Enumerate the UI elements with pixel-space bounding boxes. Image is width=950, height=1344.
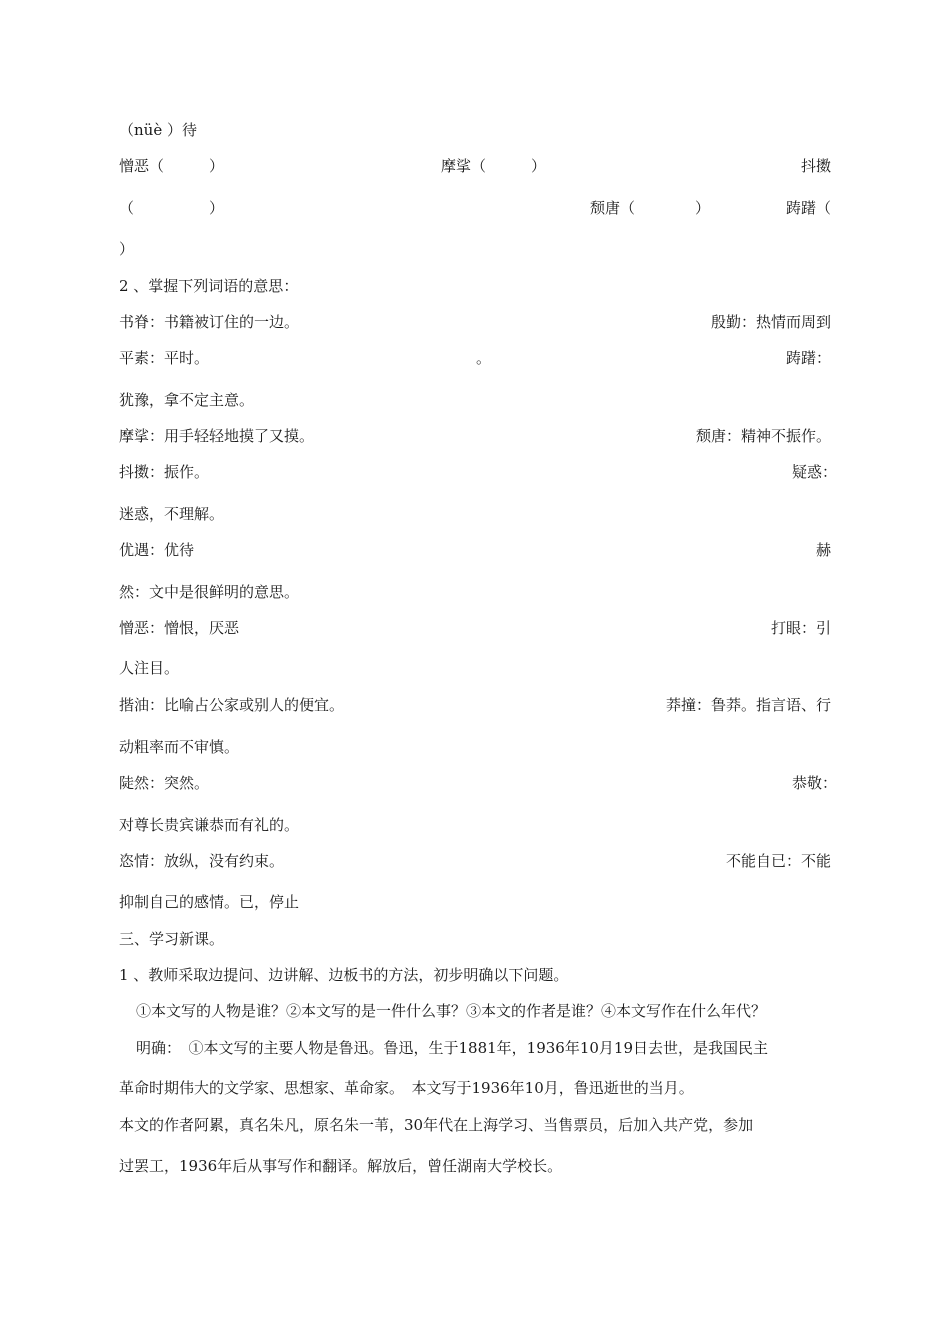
text-line: 明确： ①本文写的主要人物是鲁迅。鲁迅，生于1881年，1936年10月19日去世，是我国民主 [136, 1039, 769, 1057]
text-line: 过罢工，1936年后从事写作和翻译。解放后，曾任湖南大学校长。 [119, 1157, 563, 1175]
text-line: （ ） [119, 199, 225, 217]
text-line: 恣情：放纵，没有约束。 [119, 852, 285, 870]
text-line: 踌躇： [785, 349, 831, 367]
text-line: 抑制自己的感情。已，停止 [119, 893, 300, 911]
text-line: 陡然：突然。 [119, 774, 210, 792]
text-line: 1 、教师采取边提问、边讲解、边板书的方法，初步明确以下问题。 [119, 966, 569, 984]
text-line: 书脊：书籍被订住的一边。 [119, 313, 300, 331]
text-line: 疑惑： [791, 463, 837, 481]
text-line: 抖擞：振作。 [119, 463, 210, 481]
text-line: 憎恶：憎恨，厌恶 [119, 619, 240, 637]
text-line: 打眼：引 [770, 619, 831, 637]
section-heading: 三、学习新课。 [119, 930, 225, 948]
text-line: 平素：平时。 [119, 349, 210, 367]
text-line: 对尊长贵宾谦恭而有礼的。 [119, 816, 300, 834]
text-line: 抖擞 [800, 157, 831, 175]
text-line: 然：文中是很鲜明的意思。 [119, 583, 300, 601]
text-line: 优遇：优待 [119, 541, 195, 559]
text-line: 颓唐：精神不振作。 [695, 427, 831, 445]
text-line: 革命时期伟大的文学家、思想家、革命家。 本文写于1936年10月，鲁迅逝世的当月。 [119, 1079, 694, 1097]
text-line: 犹豫，拿不定主意。 [119, 391, 255, 409]
text-line: 赫 [815, 541, 831, 559]
text-line: 摩挲（ ） [441, 157, 547, 175]
text-line: 摩挲：用手轻轻地摸了又摸。 [119, 427, 315, 445]
text-line: 莽撞：鲁莽。指言语、行 [665, 696, 831, 714]
text-line: 迷惑，不理解。 [119, 505, 225, 523]
text-line: （nüè ）待 [119, 121, 197, 139]
text-line: ） [119, 240, 135, 258]
text-line: 殷勤：热情而周到 [710, 313, 831, 331]
text-line: 。 [476, 349, 492, 367]
text-line: 揩油：比喻占公家或别人的便宜。 [119, 696, 345, 714]
text-line: 动粗率而不审慎。 [119, 738, 240, 756]
text-line: 恭敬： [791, 774, 837, 792]
text-line: 憎恶（ ） [119, 157, 225, 175]
text-line: 颓唐（ ） [590, 199, 711, 217]
text-line: 踌躇（ [785, 199, 831, 217]
text-line: 人注目。 [119, 659, 180, 677]
text-line: ①本文写的人物是谁？②本文写的是一件什么事？③本文的作者是谁？④本文写作在什么年代？ [136, 1002, 767, 1020]
text-line: 不能自已：不能 [725, 852, 831, 870]
text-line: 本文的作者阿累，真名朱凡，原名朱一苇，30年代在上海学习、当售票员，后加入共产党，参加 [119, 1116, 754, 1134]
text-line: 2 、掌握下列词语的意思： [119, 277, 299, 295]
